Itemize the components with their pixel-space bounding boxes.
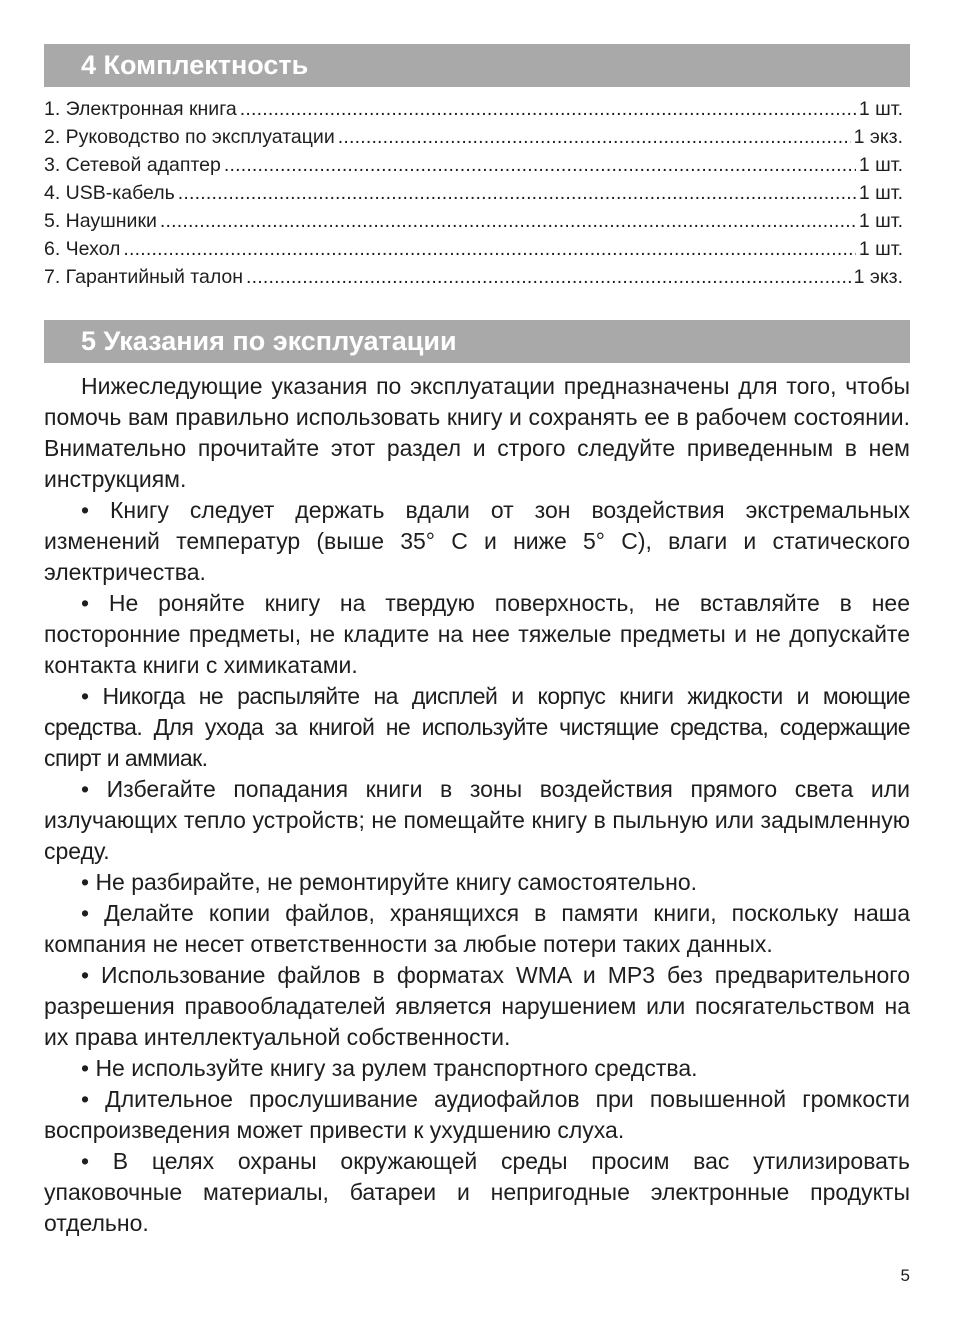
- bullet-paragraph: • Книгу следует держать вдали от зон воздействия экстремальных изменений температур (выше 35° С и ниже 5° С), влаги и статического электричества.: [44, 497, 910, 585]
- bullet-paragraph: • В целях охраны окружающей среды просим вас утилизировать упаковочные материалы, батареи и непригодные электронные продукты отдельно.: [44, 1148, 910, 1236]
- intro-paragraph: Нижеследующие указания по эксплуатации предназначены для того, чтобы помочь вам правильно использовать книгу и сохранять ее в рабочем состоянии. Внимательно прочитайте этот раздел и строго следуйте приведенным в нем инструкциям.: [44, 373, 910, 492]
- item-label: 3. Сетевой адаптер: [44, 154, 221, 176]
- dot-leader: [246, 263, 851, 291]
- item-quantity: 1 шт.: [858, 182, 903, 204]
- item-quantity: 1 шт.: [858, 98, 903, 120]
- item-label: 5. Наушники: [44, 210, 157, 232]
- bullet-paragraph: • Длительное прослушивание аудиофайлов при повышенной громкости воспроизведения может привести к ухудшению слуха.: [44, 1086, 910, 1143]
- bullet-paragraph: • Не разбирайте, не ремонтируйте книгу самостоятельно.: [81, 869, 698, 895]
- dot-leader: [338, 123, 851, 151]
- dot-leader: [240, 95, 856, 123]
- list-item: [44, 95, 903, 123]
- list-item: [44, 207, 903, 235]
- bullet-paragraph: • Избегайте попадания книги в зоны воздействия прямого света или излучающих тепло устройств; не помещайте книгу в пыльную или задымленную среду.: [44, 776, 910, 864]
- bullet-paragraph: • Не роняйте книгу на твердую поверхность, не вставляйте в нее посторонние предметы, не кладите на нее тяжелые предметы и не допускайте контакта книги с химикатами.: [44, 590, 910, 678]
- list-item: [44, 151, 903, 179]
- list-item: [44, 263, 903, 291]
- dot-leader: [224, 151, 856, 179]
- item-label: 4. USB-кабель: [44, 182, 175, 204]
- item-quantity: 1 шт.: [858, 210, 903, 232]
- page-number: 5: [900, 1266, 910, 1285]
- section-4-header: 4 Комплектность: [44, 44, 910, 87]
- bullet-paragraph: • Никогда не распыляйте на дисплей и корпус книги жидкости и моющие средства. Для ухода за книгой не используйте чистящие средства, содержащие спирт и аммиак.: [44, 683, 910, 771]
- dot-leader: [123, 235, 855, 263]
- list-item: [44, 123, 903, 151]
- instructions-body: [44, 371, 910, 1239]
- bullet-paragraph: • Не используйте книгу за рулем транспортного средства.: [81, 1055, 698, 1081]
- list-item: [44, 235, 903, 263]
- list-item: [44, 179, 903, 207]
- item-quantity: 1 шт.: [858, 238, 903, 260]
- item-quantity: 1 экз.: [853, 266, 903, 288]
- dot-leader: [160, 207, 856, 235]
- bullet-paragraph: • Использование файлов в форматах WMA и MP3 без предварительного разрешения правообладателей является нарушением или посягательством на их права интеллектуальной собственности.: [44, 962, 910, 1050]
- item-label: 7. Гарантийный талон: [44, 266, 244, 288]
- item-quantity: 1 шт.: [858, 154, 903, 176]
- item-label: 6. Чехол: [44, 238, 121, 260]
- section-5-header: 5 Указания по эксплуатации: [44, 320, 910, 363]
- dot-leader: [178, 179, 856, 207]
- contents-list: [44, 95, 903, 291]
- item-label: 2. Руководство по эксплуатации: [44, 126, 335, 148]
- item-label: 1. Электронная книга: [44, 98, 237, 120]
- item-quantity: 1 экз.: [853, 126, 903, 148]
- bullet-paragraph: • Делайте копии файлов, хранящихся в памяти книги, поскольку наша компания не несет ответственности за любые потери таких данных.: [44, 900, 910, 957]
